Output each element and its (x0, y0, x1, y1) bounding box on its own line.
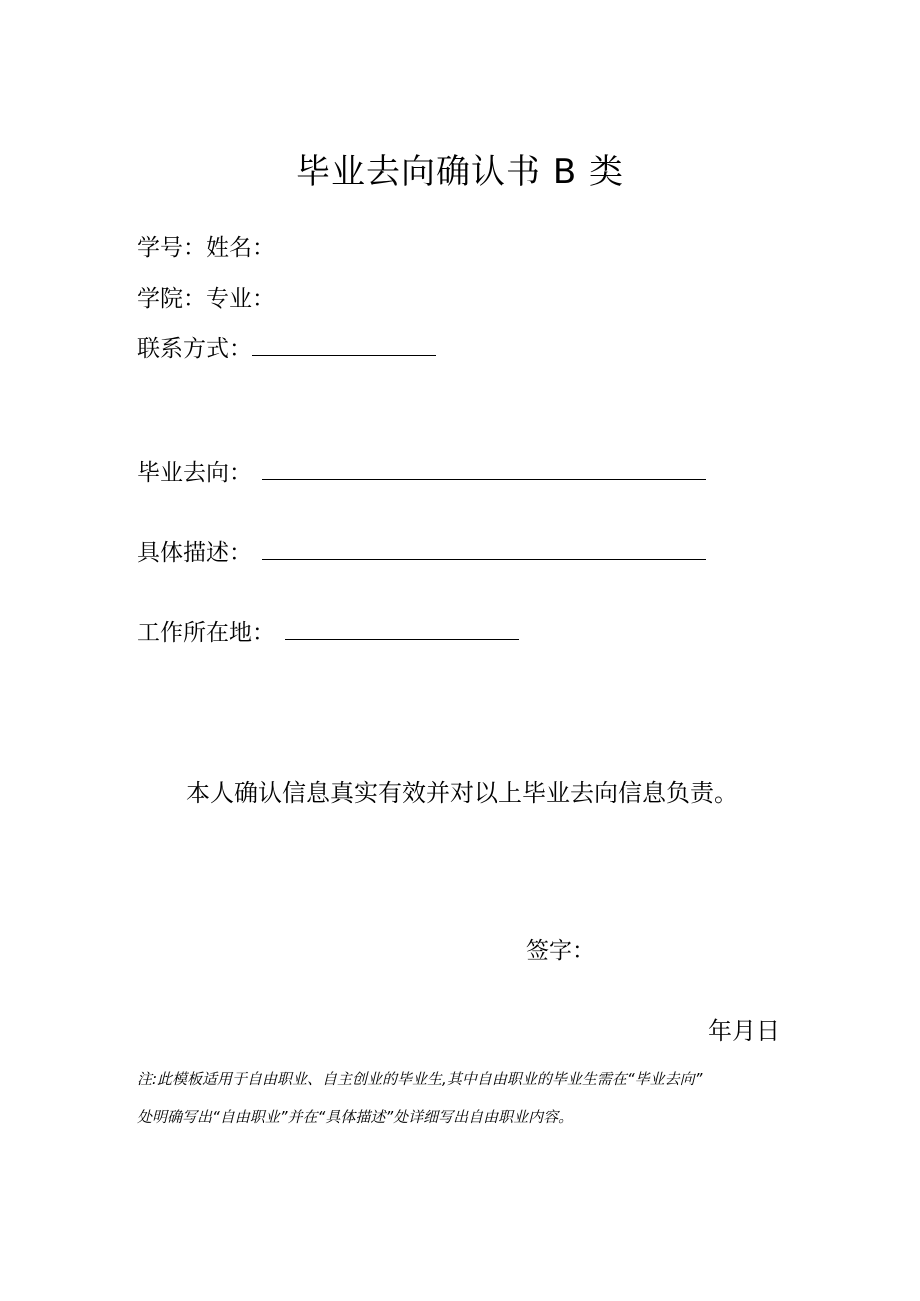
contact-row (137, 333, 436, 365)
destination-label: 毕业去向： (137, 460, 252, 486)
description-blank-line[interactable] (262, 537, 706, 560)
confirmation-statement: 本人确认信息真实有效并对以上毕业去向信息负责。 (186, 779, 738, 807)
college-major-label: 学院：专业： (137, 286, 275, 312)
description-label: 具体描述： (137, 540, 252, 566)
student-id-name-row (137, 232, 275, 264)
college-major-row (137, 283, 275, 315)
contact-blank-line[interactable] (252, 333, 436, 356)
date-label: 年月日 (708, 1017, 780, 1045)
destination-blank-line[interactable] (262, 457, 706, 480)
description-row (137, 537, 706, 569)
destination-row (137, 457, 706, 489)
student-id-name-label: 学号：姓名： (137, 235, 275, 261)
work-location-label: 工作所在地： (137, 620, 275, 646)
note-line-2: 处明确写出“自由职业”并在“具体描述”处详细写出自由职业内容。 (137, 1108, 574, 1126)
page-title: 毕业去向确认书 B 类 (296, 152, 624, 192)
work-location-blank-line[interactable] (285, 617, 519, 640)
contact-label: 联系方式： (137, 336, 252, 362)
note-line-1: 注:此模板适用于自由职业、自主创业的毕业生,其中自由职业的毕业生需在“毕业去向” (137, 1070, 703, 1088)
work-location-row (137, 617, 519, 649)
signature-label: 签字： (526, 938, 595, 964)
